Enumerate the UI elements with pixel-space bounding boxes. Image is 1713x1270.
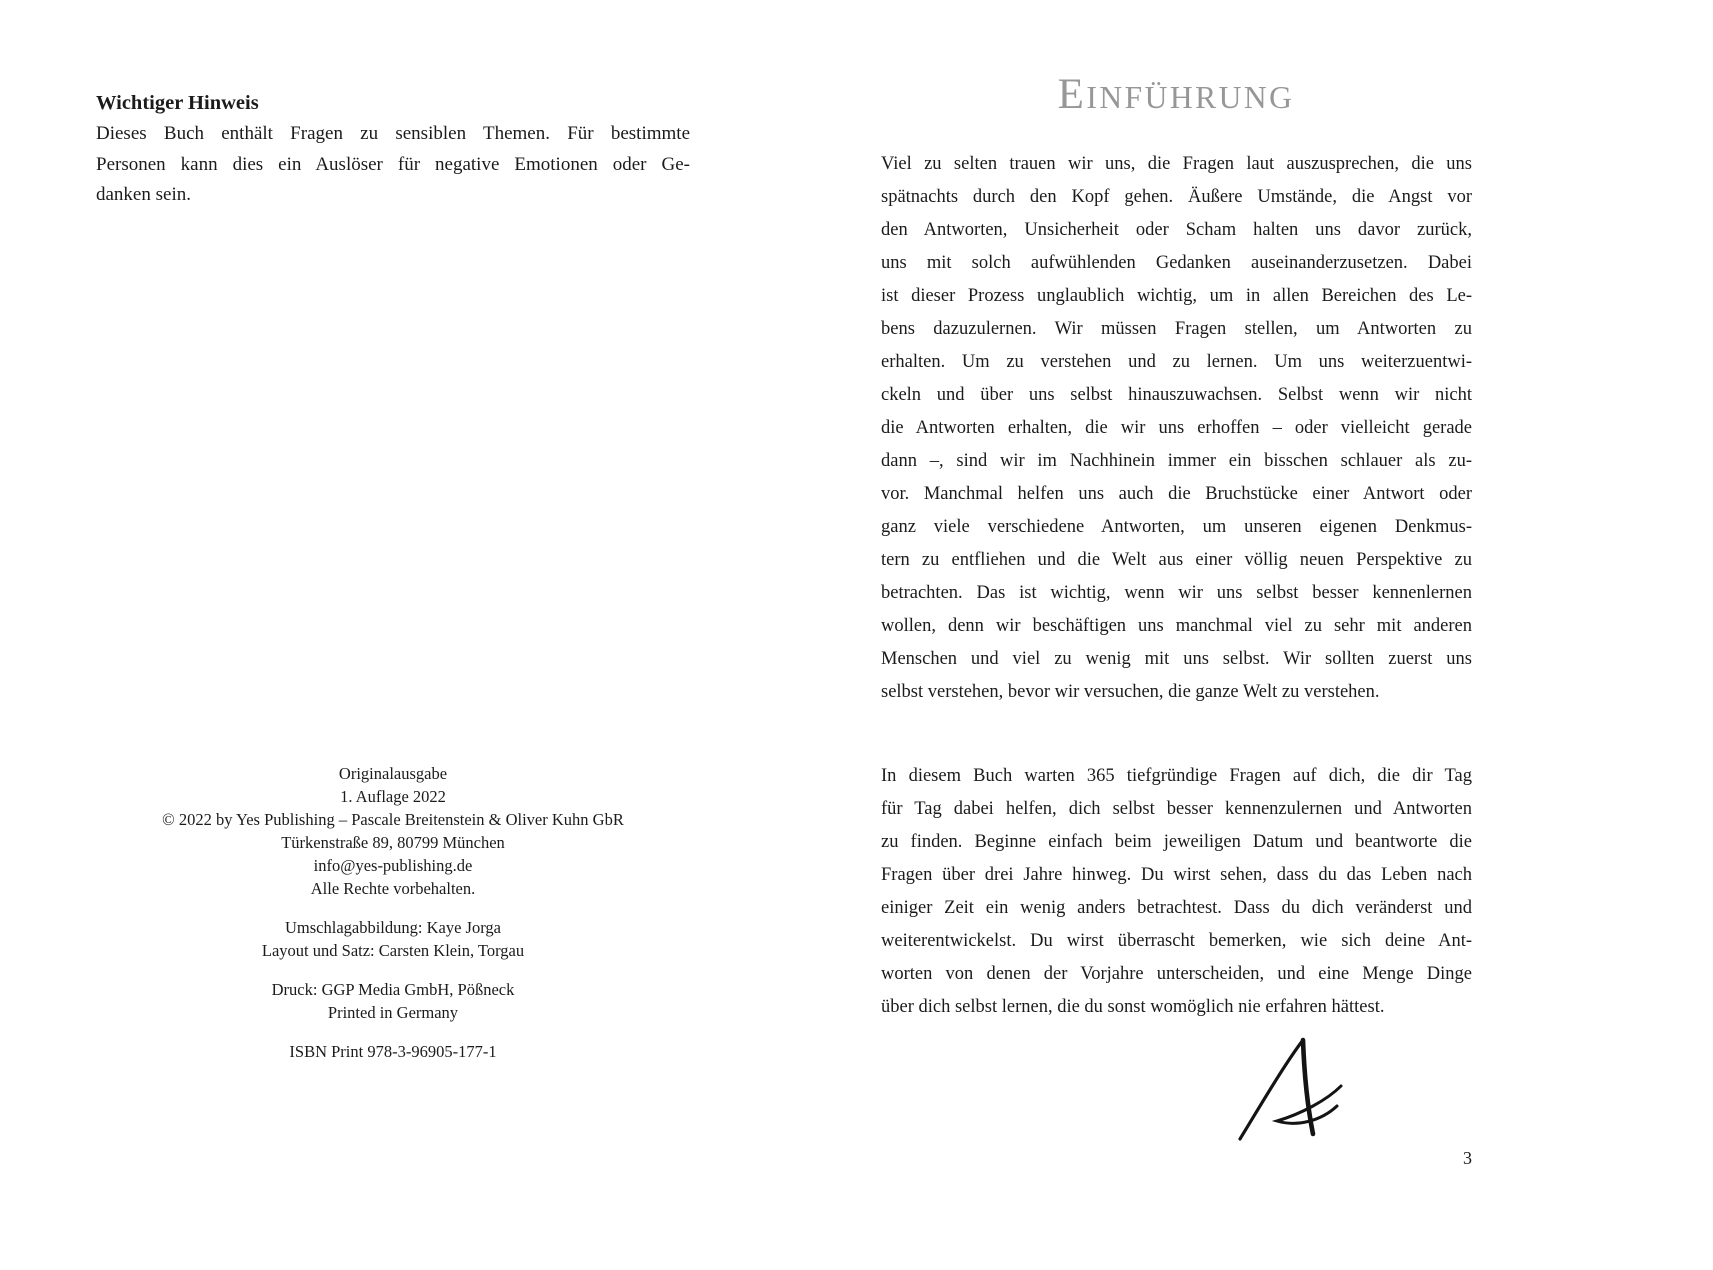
text-line: ckeln und über uns selbst hinauszuwachsen. Selbst wenn wir nicht <box>881 385 1472 405</box>
text-line: In diesem Buch warten 365 tiefgründige Fragen auf dich, die dir Tag <box>881 766 1472 786</box>
text-line: Personen kann dies ein Auslöser für negative Emotionen oder Ge- <box>96 153 690 175</box>
imprint-line: ISBN Print 978-3-96905-177-1 <box>289 1042 497 1061</box>
text-line: ganz viele verschiedene Antworten, um unseren eigenen Denkmus- <box>881 517 1472 537</box>
text-line: über dich selbst lernen, die du sonst womöglich nie erfahren hättest. <box>881 997 1385 1017</box>
chapter-title-initial: E <box>1057 71 1087 118</box>
text-line: worten von denen der Vorjahre unterscheiden, und eine Menge Dinge <box>881 964 1472 984</box>
chapter-title <box>880 70 1472 119</box>
text-line: Viel zu selten trauen wir uns, die Fragen laut auszusprechen, die uns <box>881 154 1472 174</box>
imprint-line: Printed in Germany <box>327 1003 459 1022</box>
text-line: die Antworten erhalten, die wir uns erhoffen – oder vielleicht gerade <box>881 418 1472 438</box>
chapter-title-rest: INFÜHRUNG <box>1086 80 1295 115</box>
text-line: dann –, sind wir im Nachhinein immer ein bisschen schlauer als zu- <box>881 451 1472 471</box>
imprint-line: Türkenstraße 89, 80799 München <box>281 833 505 852</box>
author-signature-icon <box>1236 1036 1348 1142</box>
text-line: wollen, denn wir beschäftigen uns manchmal viel zu sehr mit anderen <box>881 616 1472 636</box>
text-line: vor. Manchmal helfen uns auch die Bruchstücke einer Antwort oder <box>881 484 1472 504</box>
text-line: weiterentwickelst. Du wirst überrascht bemerken, wie sich deine Ant- <box>881 931 1472 951</box>
text-line: erhalten. Um zu verstehen und zu lernen. Um uns weiterzuentwi- <box>881 352 1472 372</box>
text-line: tern zu entfliehen und die Welt aus einer völlig neuen Perspektive zu <box>881 550 1472 570</box>
text-line: betrachten. Das ist wichtig, wenn wir uns selbst besser kennenlernen <box>881 583 1472 603</box>
imprint-line: © 2022 by Yes Publishing – Pascale Breitenstein & Oliver Kuhn GbR <box>162 810 624 829</box>
imprint-line: Druck: GGP Media GmbH, Pößneck <box>271 980 515 999</box>
text-line: Dieses Buch enthält Fragen zu sensiblen Themen. Für bestimmte <box>96 123 690 144</box>
imprint-line: Originalausgabe <box>338 764 448 783</box>
text-line: danken sein. <box>96 184 191 205</box>
text-line: ist dieser Prozess unglaublich wichtig, um in allen Bereichen des Le- <box>881 286 1472 306</box>
imprint-line: Layout und Satz: Carsten Klein, Torgau <box>261 941 525 960</box>
text-line: den Antworten, Unsicherheit oder Scham halten uns davor zurück, <box>881 220 1472 240</box>
text-line: einiger Zeit ein wenig anders betrachtest. Dass du dich veränderst und <box>881 898 1472 918</box>
imprint-line: info@yes-publishing.de <box>313 856 473 875</box>
intro-paragraph-1 <box>881 148 1472 709</box>
text-line: Fragen über drei Jahre hinweg. Du wirst sehen, dass du das Leben nach <box>881 865 1472 885</box>
imprint-line: 1. Auflage 2022 <box>340 787 446 806</box>
page-number: 3 <box>1463 1148 1472 1168</box>
text-line: Menschen und viel zu wenig mit uns selbst. Wir sollten zuerst uns <box>881 649 1472 669</box>
notice-heading: Wichtiger Hinweis <box>96 92 259 114</box>
imprint-line: Alle Rechte vorbehalten. <box>310 879 476 898</box>
imprint-line: Umschlagabbildung: Kaye Jorga <box>285 918 501 937</box>
text-line: selbst verstehen, bevor wir versuchen, die ganze Welt zu verstehen. <box>881 682 1380 702</box>
text-line: zu finden. Beginne einfach beim jeweiligen Datum und beantworte die <box>881 832 1472 852</box>
text-line: für Tag dabei helfen, dich selbst besser kennenzulernen und Antworten <box>881 799 1472 819</box>
text-line: bens dazuzulernen. Wir müssen Fragen stellen, um Antworten zu <box>881 319 1472 339</box>
text-line: spätnachts durch den Kopf gehen. Äußere Umstände, die Angst vor <box>881 187 1472 207</box>
intro-paragraph-2 <box>881 760 1472 1024</box>
text-line: uns mit solch aufwühlenden Gedanken auseinanderzusetzen. Dabei <box>881 253 1472 273</box>
